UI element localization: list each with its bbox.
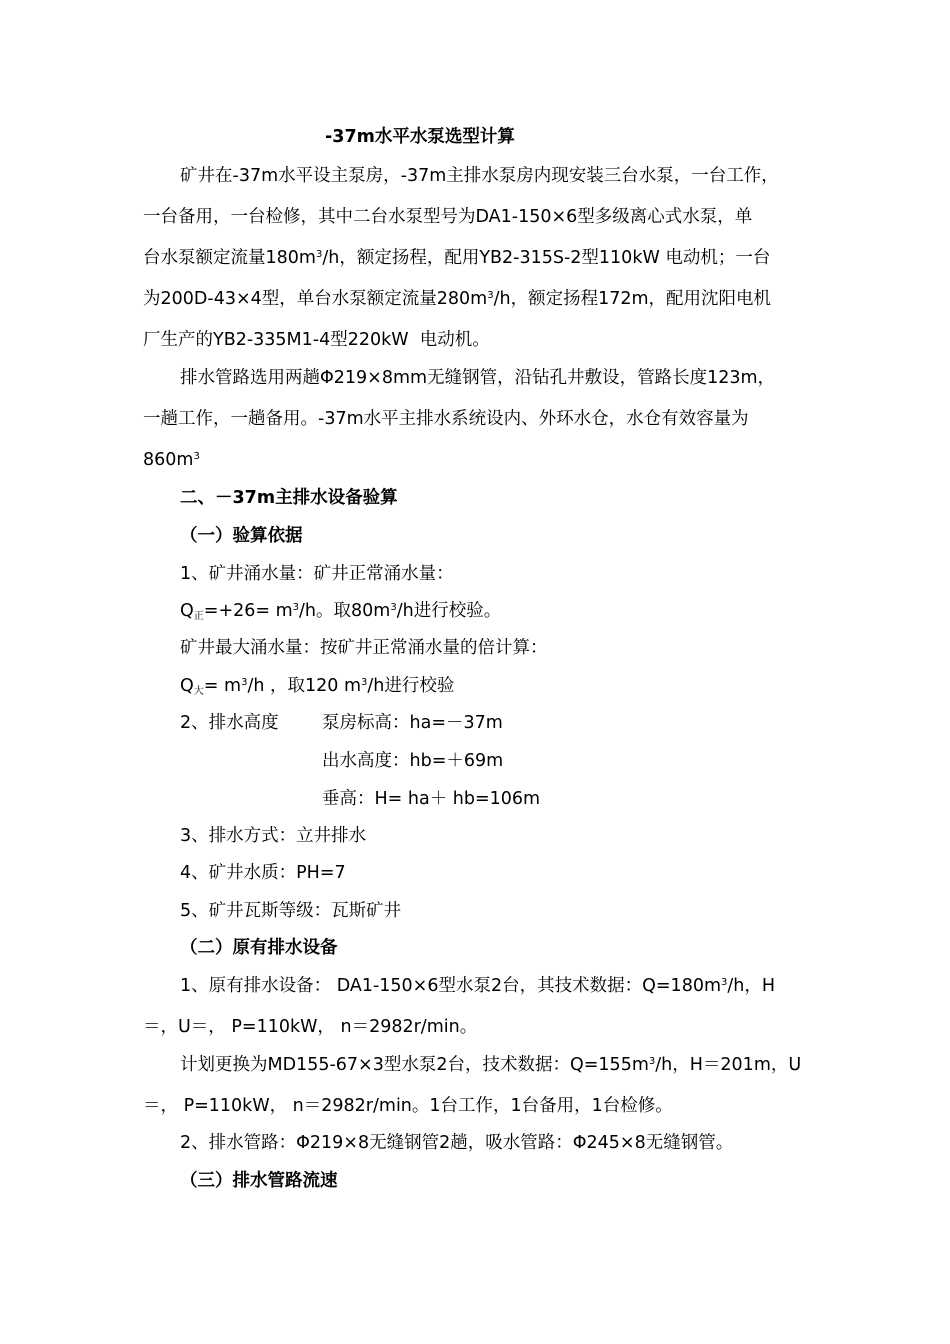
basis-line-7: 垂高：H= ha＋ hb=106m bbox=[322, 789, 541, 809]
sub3-heading: （三）排水管路流速 bbox=[180, 1171, 338, 1191]
intro-line-3: 台水泵额定流量$180m^3/h$，额定扬程，配用YB2-315S-2型110kW 电动机；一台 bbox=[143, 248, 771, 268]
equip-line-1: 1、原有排水设备： DA1-150×6型水泵2台，其技术数据：$Q=180m^3/h$，H bbox=[180, 976, 776, 996]
pipe-line-1: 排水管路选用两趟Φ219×8mm无缝钢管，沿钻孔井敷设，管路长度123m， bbox=[180, 368, 776, 388]
basis-line-3: 矿井最大涌水量：按矿井正常涌水量的倍计算： bbox=[180, 638, 548, 658]
superscript-3: 3 bbox=[315, 249, 323, 260]
equip-line-2: ＝，U＝， P=110kW， n＝2982r/min。 bbox=[143, 1017, 478, 1037]
pipe-line-2: 一趟工作，一趟备用。-37m水平主排水系统设内、外环水仓，水仓有效容量为 bbox=[143, 409, 749, 429]
sub2-heading: （二）原有排水设备 bbox=[180, 938, 338, 958]
equip-line-5: 2、排水管路：Φ219×8无缝钢管2趟，吸水管路：Φ245×8无缝钢管。 bbox=[180, 1133, 734, 1153]
page-title: -37m水平水泵选型计算 bbox=[325, 127, 515, 147]
superscript-3: 3 bbox=[487, 290, 494, 301]
pipe-line-3: $860m^3$ bbox=[143, 450, 200, 470]
basis-line-10: 5、矿井瓦斯等级：瓦斯矿井 bbox=[180, 901, 402, 921]
intro-line-4: 为200D-43×4型，单台水泵额定流量$280m^3/h$，额定扬程172m，配用沈阳电机 bbox=[143, 289, 772, 309]
basis-line-4: $Q_大= m^3/h$ ，取120 $m^3/h$进行校验 bbox=[180, 676, 455, 697]
intro-line-2: 一台备用，一台检修，其中二台水泵型号为DA1-150×6型多级离心式水泵，单 bbox=[143, 207, 753, 227]
intro-line-5: 厂生产的YB2-335M1-4型220kW 电动机。 bbox=[143, 330, 490, 350]
basis-line-2: $Q_正=+26= m^3/h$。取$80m^3/h$进行校验。 bbox=[180, 601, 502, 622]
basis-line-6: 出水高度：hb=＋69m bbox=[322, 751, 504, 771]
basis-line-5-value: 泵房标高：ha=－37m bbox=[322, 713, 503, 733]
basis-line-8: 3、排水方式：立井排水 bbox=[180, 826, 367, 846]
sub1-heading: （一）验算依据 bbox=[180, 526, 303, 546]
equip-line-4: ＝， P=110kW， n＝2982r/min。1台工作，1台备用，1台检修。 bbox=[143, 1096, 673, 1116]
section2-heading: 二、－37m主排水设备验算 bbox=[180, 488, 398, 508]
basis-line-1: 1、矿井涌水量：矿井正常涌水量： bbox=[180, 564, 454, 584]
basis-line-5-label: 2、排水高度 bbox=[180, 713, 279, 733]
superscript-3: 3 bbox=[193, 451, 200, 462]
intro-line-1: 矿井在-37m水平设主泵房，-37m主排水泵房内现安装三台水泵，一台工作， bbox=[180, 166, 779, 186]
basis-line-9: 4、矿井水质：PH=7 bbox=[180, 863, 346, 883]
equip-line-3: 计划更换为MD155-67×3型水泵2台，技术数据：$Q=155m^3/h$，H＝201m，U bbox=[180, 1055, 802, 1075]
